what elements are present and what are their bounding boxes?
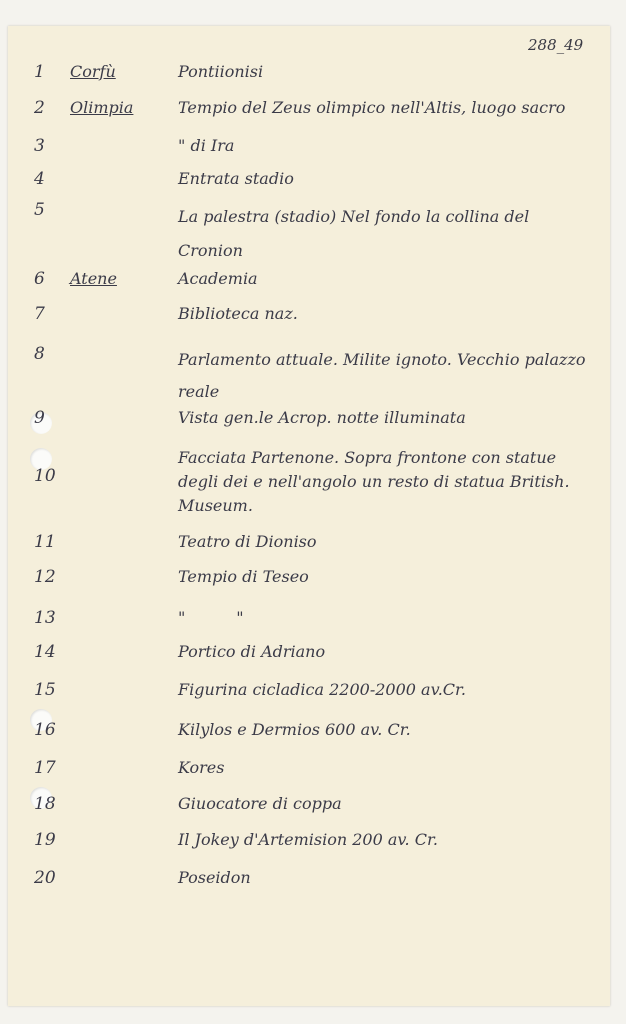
entry-text: Il Jokey d'Artemision 200 av. Cr. xyxy=(178,830,438,849)
entry-text: Pontiionisi xyxy=(178,62,264,81)
entry-number: 15 xyxy=(34,680,56,700)
entry-number: 2 xyxy=(34,98,45,118)
entry-text: Kilylos e Dermios 600 av. Cr. xyxy=(178,720,411,739)
entry-number: 17 xyxy=(34,758,56,778)
entry-text: Vista gen.le Acrop. notte illuminata xyxy=(178,408,466,427)
entry-number: 7 xyxy=(34,304,45,324)
entry-number: 19 xyxy=(34,830,56,850)
entry-number: 12 xyxy=(34,567,56,587)
place-label: Atene xyxy=(70,269,117,288)
entry-text: Parlamento attuale. Milite ignoto. Vecchio palazzo reale xyxy=(178,350,586,401)
entry-number: 1 xyxy=(34,62,45,82)
entry-number: 5 xyxy=(34,200,45,220)
entry-number: 11 xyxy=(34,532,56,552)
entry-text: Figurina cicladica 2200-2000 av.Cr. xyxy=(178,680,467,699)
entry-text: Tempio del Zeus olimpico nell'Altis, luogo sacro xyxy=(178,98,566,117)
entry-number: 10 xyxy=(34,466,56,486)
place-label: Corfù xyxy=(70,62,116,81)
entry-text: Biblioteca naz. xyxy=(178,304,298,323)
place-label: Olimpia xyxy=(70,98,134,117)
entry-text: Entrata stadio xyxy=(178,169,294,188)
entry-number: 6 xyxy=(34,269,45,289)
entry-text: La palestra (stadio) Nel fondo la collina del Cronion xyxy=(178,207,530,260)
entry-number: 13 xyxy=(34,608,56,628)
entry-text: " di Ira xyxy=(178,136,235,155)
entry-number: 8 xyxy=(34,344,45,364)
entry-text: " " xyxy=(178,608,244,627)
entry-number: 16 xyxy=(34,720,56,740)
entry-text: Portico di Adriano xyxy=(178,642,326,661)
entry-number: 9 xyxy=(34,408,45,428)
entry-number: 3 xyxy=(34,136,45,156)
entry-text: Giuocatore di coppa xyxy=(178,794,342,813)
entry-number: 18 xyxy=(34,794,56,814)
entry-text: Tempio di Teseo xyxy=(178,567,309,586)
entry-text: Academia xyxy=(178,269,258,288)
entry-text: Facciata Partenone. Sopra frontone con statue degli dei e nell'angolo un resto di statua British. Museum. xyxy=(178,448,570,515)
reference-number: 288_49 xyxy=(528,36,584,54)
entry-number: 4 xyxy=(34,169,45,189)
handwritten-sheet xyxy=(8,26,610,1006)
entry-number: 14 xyxy=(34,642,56,662)
entry-text: Teatro di Dioniso xyxy=(178,532,317,551)
entry-number: 20 xyxy=(34,868,56,888)
entry-text: Poseidon xyxy=(178,868,251,887)
entry-text: Kores xyxy=(178,758,225,777)
